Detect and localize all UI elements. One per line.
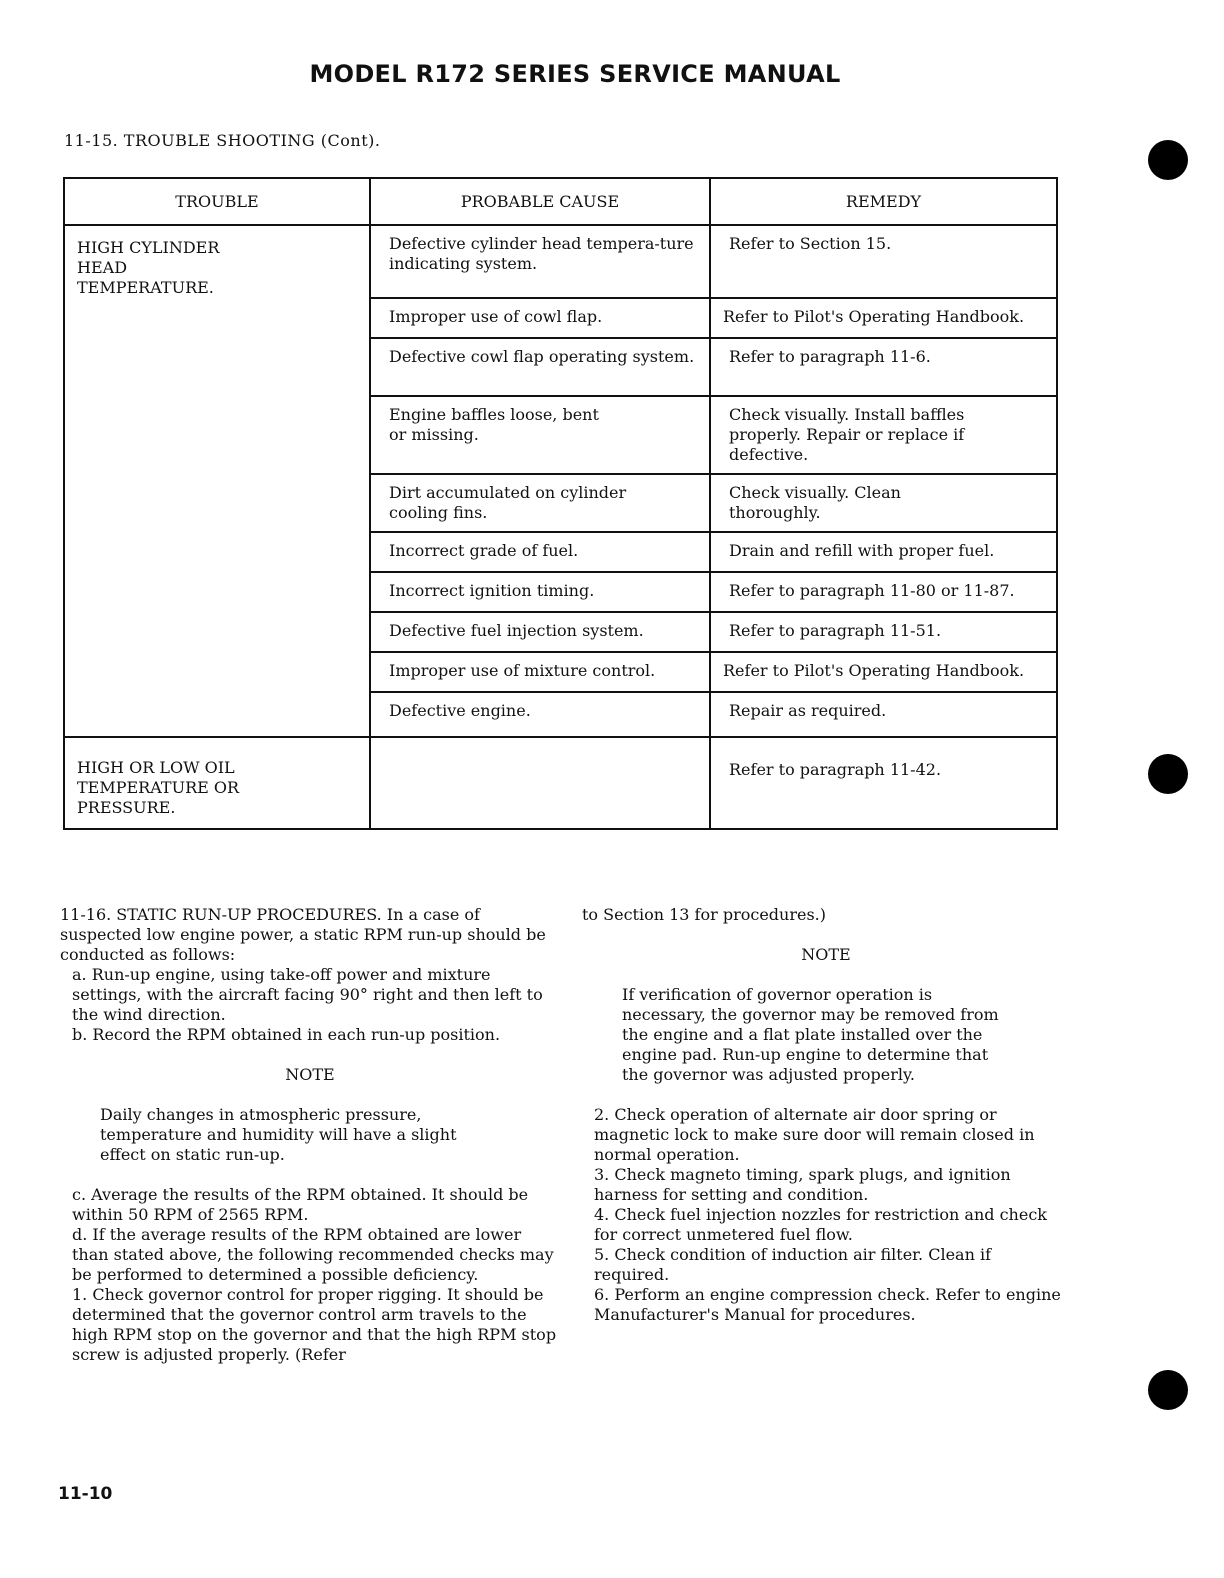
- cause-text: Improper use of cowl flap.: [389, 307, 603, 326]
- remedy-text: Refer to paragraph 11-80 or 11-87.: [729, 581, 1015, 600]
- cause-text: [371, 738, 709, 754]
- trouble-text: HIGH CYLINDER HEAD TEMPERATURE.: [77, 238, 220, 297]
- remedy-cell: [710, 652, 1057, 692]
- note-heading: NOTE: [801, 945, 851, 964]
- page-title: MODEL R172 SERIES SERVICE MANUAL: [309, 60, 841, 88]
- trouble-text: HIGH OR LOW OIL TEMPERATURE OR PRESSURE.: [77, 758, 240, 817]
- check-6: 6. Perform an engine compression check. Refer to engine Manufacturer's Manual for procedures.: [594, 1285, 1061, 1324]
- remedy-cell: [710, 737, 1057, 829]
- table-row: [64, 225, 1057, 298]
- cause-cell: [370, 572, 710, 612]
- cause-text: Engine baffles loose, bent or missing.: [389, 405, 599, 444]
- remedy-cell: [710, 225, 1057, 298]
- remedy-cell: [710, 396, 1057, 474]
- cause-text: Improper use of mixture control.: [389, 661, 656, 680]
- cause-cell: [370, 692, 710, 737]
- binder-hole-bottom: [1148, 1370, 1188, 1410]
- column-header-remedy: REMEDY: [710, 178, 1057, 225]
- remedy-cell: [710, 298, 1057, 338]
- cause-cell: [370, 532, 710, 572]
- remedy-cell: [710, 532, 1057, 572]
- check-1: 1. Check governor control for proper rigging. It should be determined that the governor control arm travels to the high RPM stop on the governor and that the high RPM stop screw is adjusted properly. (Refer: [72, 1285, 557, 1364]
- cause-text: Incorrect ignition timing.: [389, 581, 595, 600]
- trouble-cell: [64, 225, 370, 737]
- remedy-text: Check visually. Install baffles properly. Repair or replace if defective.: [729, 405, 965, 464]
- remedy-cell: [710, 612, 1057, 652]
- step-d: d. If the average results of the RPM obtained are lower than stated above, the following recommended checks may be performed to determined a possible deficiency.: [72, 1225, 554, 1284]
- table-row: [64, 737, 1057, 829]
- note-heading: NOTE: [285, 1065, 335, 1084]
- column-header-probable-cause: PROBABLE CAUSE: [370, 178, 710, 225]
- check-2: 2. Check operation of alternate air door spring or magnetic lock to make sure door will remain closed in normal operation.: [594, 1105, 1035, 1164]
- left-column: [60, 905, 560, 1365]
- trouble-cell: [64, 737, 370, 829]
- cause-cell: [370, 396, 710, 474]
- paragraph-continued: to Section 13 for procedures.): [582, 905, 826, 924]
- cause-text: Defective cowl flap operating system.: [389, 347, 695, 366]
- check-3: 3. Check magneto timing, spark plugs, and ignition harness for setting and condition.: [594, 1165, 1011, 1204]
- cause-text: Incorrect grade of fuel.: [389, 541, 579, 560]
- note-body: If verification of governor operation is necessary, the governor may be removed from the engine and a flat plate installed over the engine pad. Run-up engine to determine that the governor was adjusted properly.: [622, 985, 999, 1084]
- remedy-text: Refer to paragraph 11-6.: [729, 347, 931, 366]
- cause-cell: [370, 298, 710, 338]
- page-number: 11-10: [58, 1484, 113, 1504]
- cause-cell: [370, 225, 710, 298]
- remedy-text: Repair as required.: [729, 701, 887, 720]
- step-b: b. Record the RPM obtained in each run-up position.: [72, 1025, 501, 1044]
- step-c: c. Average the results of the RPM obtained. It should be within 50 RPM of 2565 RPM.: [72, 1185, 529, 1224]
- right-column: [582, 905, 1070, 1325]
- remedy-cell: [710, 692, 1057, 737]
- cause-text: Defective engine.: [389, 701, 531, 720]
- cause-text: Dirt accumulated on cylinder cooling fins.: [389, 483, 627, 522]
- binder-hole-top: [1148, 140, 1188, 180]
- remedy-cell: [710, 474, 1057, 532]
- cause-text: Defective fuel injection system.: [389, 621, 644, 640]
- remedy-text: Refer to paragraph 11-51.: [729, 621, 942, 640]
- column-header-trouble: TROUBLE: [64, 178, 370, 225]
- remedy-cell: [710, 572, 1057, 612]
- cause-text: Defective cylinder head tempera-ture indicating system.: [389, 234, 694, 273]
- remedy-text: Refer to Pilot's Operating Handbook.: [723, 661, 1025, 680]
- remedy-text: Drain and refill with proper fuel.: [729, 541, 995, 560]
- section-title: 11-15. TROUBLE SHOOTING (Cont).: [64, 131, 381, 150]
- cause-cell: [370, 652, 710, 692]
- binder-hole-middle: [1148, 754, 1188, 794]
- cause-cell: [370, 612, 710, 652]
- paragraph-static-run-up: 11-16. STATIC RUN-UP PROCEDURES. In a case of suspected low engine power, a static RPM run-up should be conducted as follows:: [60, 905, 546, 964]
- remedy-text: Refer to paragraph 11-42.: [729, 760, 942, 779]
- note-body: Daily changes in atmospheric pressure, temperature and humidity will have a slight effect on static run-up.: [100, 1105, 457, 1164]
- step-a: a. Run-up engine, using take-off power and mixture settings, with the aircraft facing 90° right and then left to the wind direction.: [72, 965, 543, 1024]
- trouble-shooting-table: [63, 177, 1058, 830]
- check-5: 5. Check condition of induction air filter. Clean if required.: [594, 1245, 992, 1284]
- check-4: 4. Check fuel injection nozzles for restriction and check for correct unmetered fuel flow.: [594, 1205, 1047, 1244]
- remedy-text: Check visually. Clean thoroughly.: [729, 483, 901, 522]
- remedy-text: Refer to Section 15.: [729, 234, 892, 253]
- cause-cell: [370, 474, 710, 532]
- remedy-cell: [710, 338, 1057, 396]
- table-header-row: [64, 178, 1057, 225]
- cause-cell: [370, 737, 710, 829]
- remedy-text: Refer to Pilot's Operating Handbook.: [723, 307, 1025, 326]
- cause-cell: [370, 338, 710, 396]
